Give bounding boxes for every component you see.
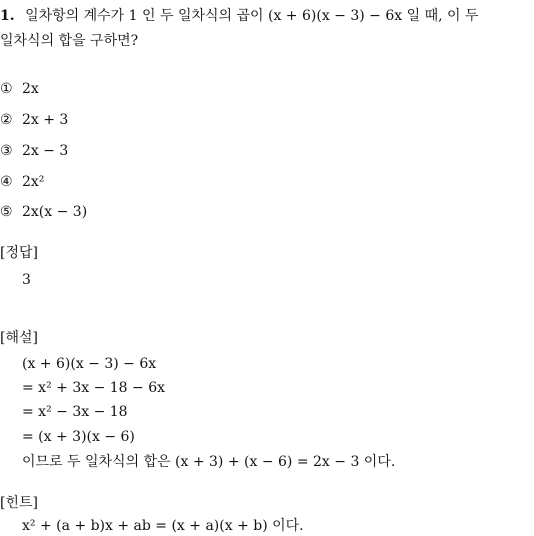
choice-marker-1: ① — [0, 81, 13, 97]
choice-marker-3: ③ — [0, 143, 13, 159]
choice-4[interactable] — [0, 173, 44, 191]
choice-3[interactable] — [0, 142, 68, 160]
choice-marker-4: ④ — [0, 174, 13, 190]
solution-line-2: = x² + 3x − 18 − 6x — [22, 380, 166, 396]
solution-line-4: = (x + 3)(x − 6) — [22, 429, 135, 445]
choice-1[interactable] — [0, 80, 39, 98]
question-line-2 — [0, 32, 138, 50]
solution-line-5: 이므로 두 일차식의 합은 (x + 3) + (x − 6) = 2x − 3 이다. — [22, 454, 396, 470]
solution-line-3: = x² − 3x − 18 — [22, 404, 128, 420]
question-line-1 — [0, 7, 479, 25]
choice-text-2: 2x + 3 — [22, 112, 69, 128]
choice-text-3: 2x − 3 — [22, 143, 69, 159]
choice-2[interactable] — [0, 111, 68, 129]
answer-value: 3 — [22, 272, 31, 288]
question-number: 1. — [0, 8, 15, 24]
choice-marker-5: ⑤ — [0, 204, 13, 220]
answer-label: [정답] — [0, 245, 38, 261]
choice-5[interactable] — [0, 203, 87, 221]
choice-text-1: 2x — [22, 81, 39, 97]
question-text-line-1: 일차항의 계수가 1 인 두 일차식의 곱이 (x + 6)(x − 3) − 6x 일 때, 이 두 — [25, 8, 479, 24]
question-text-line-2: 일차식의 합을 구하면? — [0, 33, 139, 49]
hint-label: [힌트] — [0, 495, 38, 511]
solution-line-1: (x + 6)(x − 3) − 6x — [22, 356, 157, 372]
choice-text-5: 2x(x − 3) — [22, 204, 88, 220]
choice-marker-2: ② — [0, 112, 13, 128]
solution-label: [해설] — [0, 330, 38, 346]
hint-text: x² + (a + b)x + ab = (x + a)(x + b) 이다. — [22, 518, 304, 534]
choice-text-4: 2x² — [22, 174, 45, 190]
